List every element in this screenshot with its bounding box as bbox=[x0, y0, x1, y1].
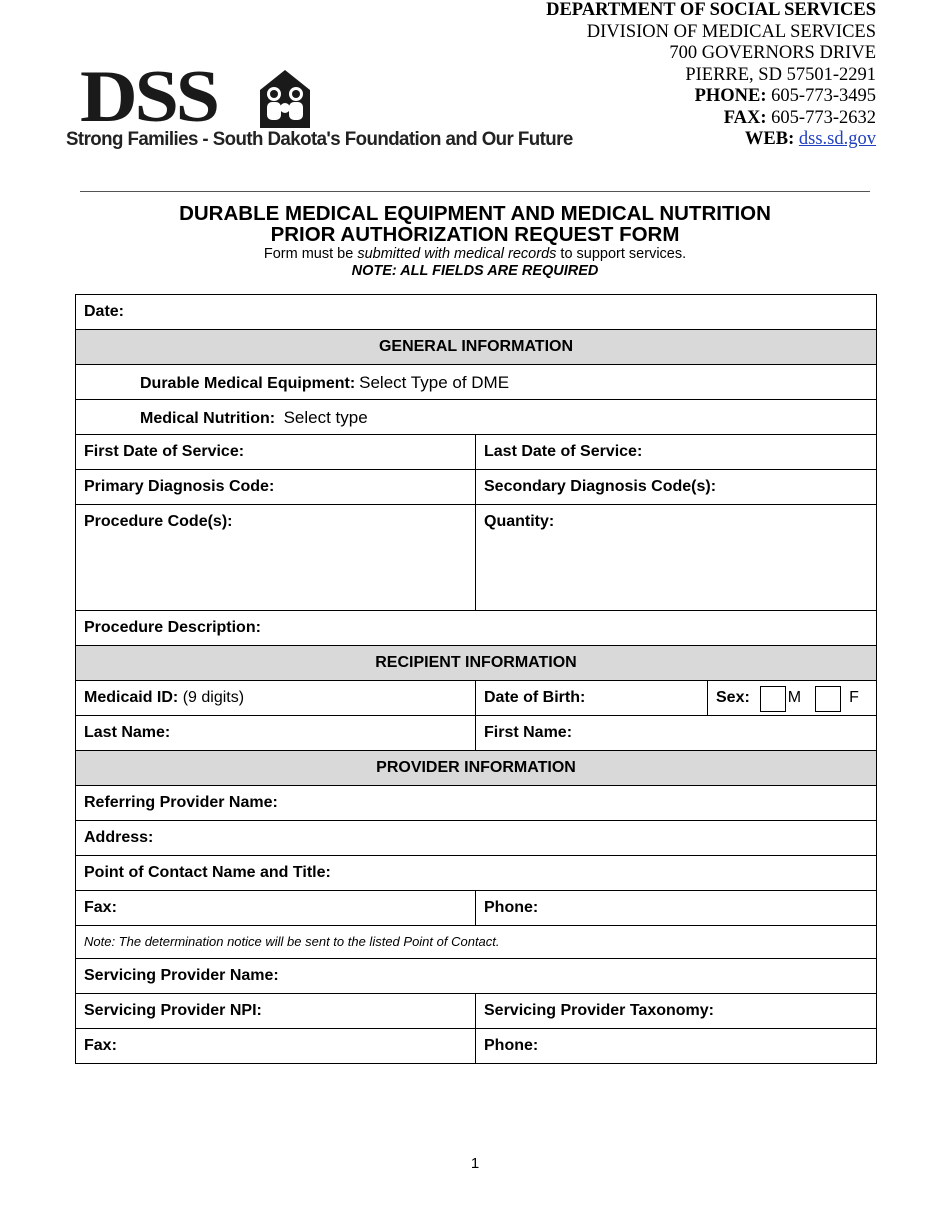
recipient-information-heading: RECIPIENT INFORMATION bbox=[76, 646, 876, 681]
last-name-field[interactable]: Last Name: bbox=[76, 716, 476, 750]
first-name-field[interactable]: First Name: bbox=[484, 724, 573, 741]
dme-select[interactable]: Select Type of DME bbox=[359, 373, 510, 392]
phone-number: 605-773-3495 bbox=[771, 86, 876, 106]
primary-diagnosis-field[interactable]: Primary Diagnosis Code: bbox=[76, 470, 476, 504]
family-icon bbox=[252, 68, 318, 130]
determination-notice: Note: The determination notice will be sent to the listed Point of Contact. bbox=[84, 934, 500, 949]
logo-wordmark: DSS bbox=[80, 56, 217, 138]
referring-phone-field[interactable]: Phone: bbox=[484, 899, 539, 916]
form-title-line2: PRIOR AUTHORIZATION REQUEST FORM bbox=[270, 223, 680, 246]
logo-tagline: Strong Families - South Dakota's Foundation and Our Future bbox=[66, 128, 573, 150]
form-title-line1: DURABLE MEDICAL EQUIPMENT AND MEDICAL NUTRITION bbox=[179, 202, 771, 225]
general-information-heading: GENERAL INFORMATION bbox=[76, 330, 876, 365]
provider-information-heading: PROVIDER INFORMATION bbox=[76, 751, 876, 786]
nutrition-field[interactable]: Medical Nutrition: Select type bbox=[140, 408, 368, 427]
last-date-of-service-field[interactable]: Last Date of Service: bbox=[484, 443, 643, 460]
nutrition-select[interactable]: Select type bbox=[283, 408, 368, 427]
servicing-fax-field[interactable]: Fax: bbox=[76, 1029, 476, 1063]
servicing-provider-name-field[interactable]: Servicing Provider Name: bbox=[84, 967, 279, 984]
address-field[interactable]: Address: bbox=[84, 829, 154, 846]
fax-number: 605-773-2632 bbox=[771, 107, 876, 128]
sex-f-checkbox[interactable] bbox=[815, 686, 841, 712]
secondary-diagnosis-field[interactable]: Secondary Diagnosis Code(s): bbox=[484, 478, 717, 495]
street-address: 700 GOVERNORS DRIVE bbox=[669, 43, 876, 63]
first-date-of-service-field[interactable]: First Date of Service: bbox=[76, 435, 476, 469]
required-note: NOTE: ALL FIELDS ARE REQUIRED bbox=[351, 263, 599, 279]
procedure-codes-field[interactable]: Procedure Code(s): bbox=[76, 505, 476, 610]
header-divider bbox=[80, 191, 870, 192]
agency-address bbox=[546, 0, 876, 151]
city-state-zip: PIERRE, SD 57501-2291 bbox=[685, 64, 876, 85]
phone-label: PHONE: bbox=[694, 86, 767, 106]
web-link[interactable]: dss.sd.gov bbox=[798, 129, 876, 149]
web-label: WEB: bbox=[744, 129, 795, 149]
fax-label: FAX: bbox=[723, 107, 767, 128]
department-name: DEPARTMENT OF SOCIAL SERVICES bbox=[546, 0, 876, 20]
sex-m-label: M bbox=[787, 689, 802, 706]
servicing-npi-field[interactable]: Servicing Provider NPI: bbox=[76, 994, 476, 1028]
sex-m-checkbox[interactable] bbox=[760, 686, 786, 712]
servicing-phone-field[interactable]: Phone: bbox=[484, 1037, 539, 1054]
page-number: 1 bbox=[470, 1155, 480, 1172]
authorization-form bbox=[75, 294, 877, 1064]
date-of-birth-field[interactable]: Date of Birth: bbox=[476, 681, 708, 715]
servicing-taxonomy-field[interactable]: Servicing Provider Taxonomy: bbox=[484, 1002, 714, 1019]
date-field[interactable]: Date: bbox=[84, 303, 125, 320]
referring-provider-name-field[interactable]: Referring Provider Name: bbox=[84, 794, 278, 811]
quantity-field[interactable]: Quantity: bbox=[484, 513, 555, 530]
referring-fax-field[interactable]: Fax: bbox=[76, 891, 476, 925]
division-name: DIVISION OF MEDICAL SERVICES bbox=[586, 21, 876, 42]
dme-field[interactable]: Durable Medical Equipment: Select Type of DME bbox=[140, 373, 510, 392]
sex-label: Sex: bbox=[716, 689, 750, 706]
procedure-description-field[interactable]: Procedure Description: bbox=[84, 619, 261, 636]
point-of-contact-field[interactable]: Point of Contact Name and Title: bbox=[84, 864, 331, 881]
dss-logo bbox=[66, 56, 586, 162]
sex-field bbox=[708, 681, 876, 715]
medicaid-id-field[interactable]: Medicaid ID: (9 digits) bbox=[76, 681, 476, 715]
form-instruction: Form must be submitted with medical records to support services. bbox=[263, 246, 687, 262]
sex-f-label: F bbox=[849, 689, 859, 706]
